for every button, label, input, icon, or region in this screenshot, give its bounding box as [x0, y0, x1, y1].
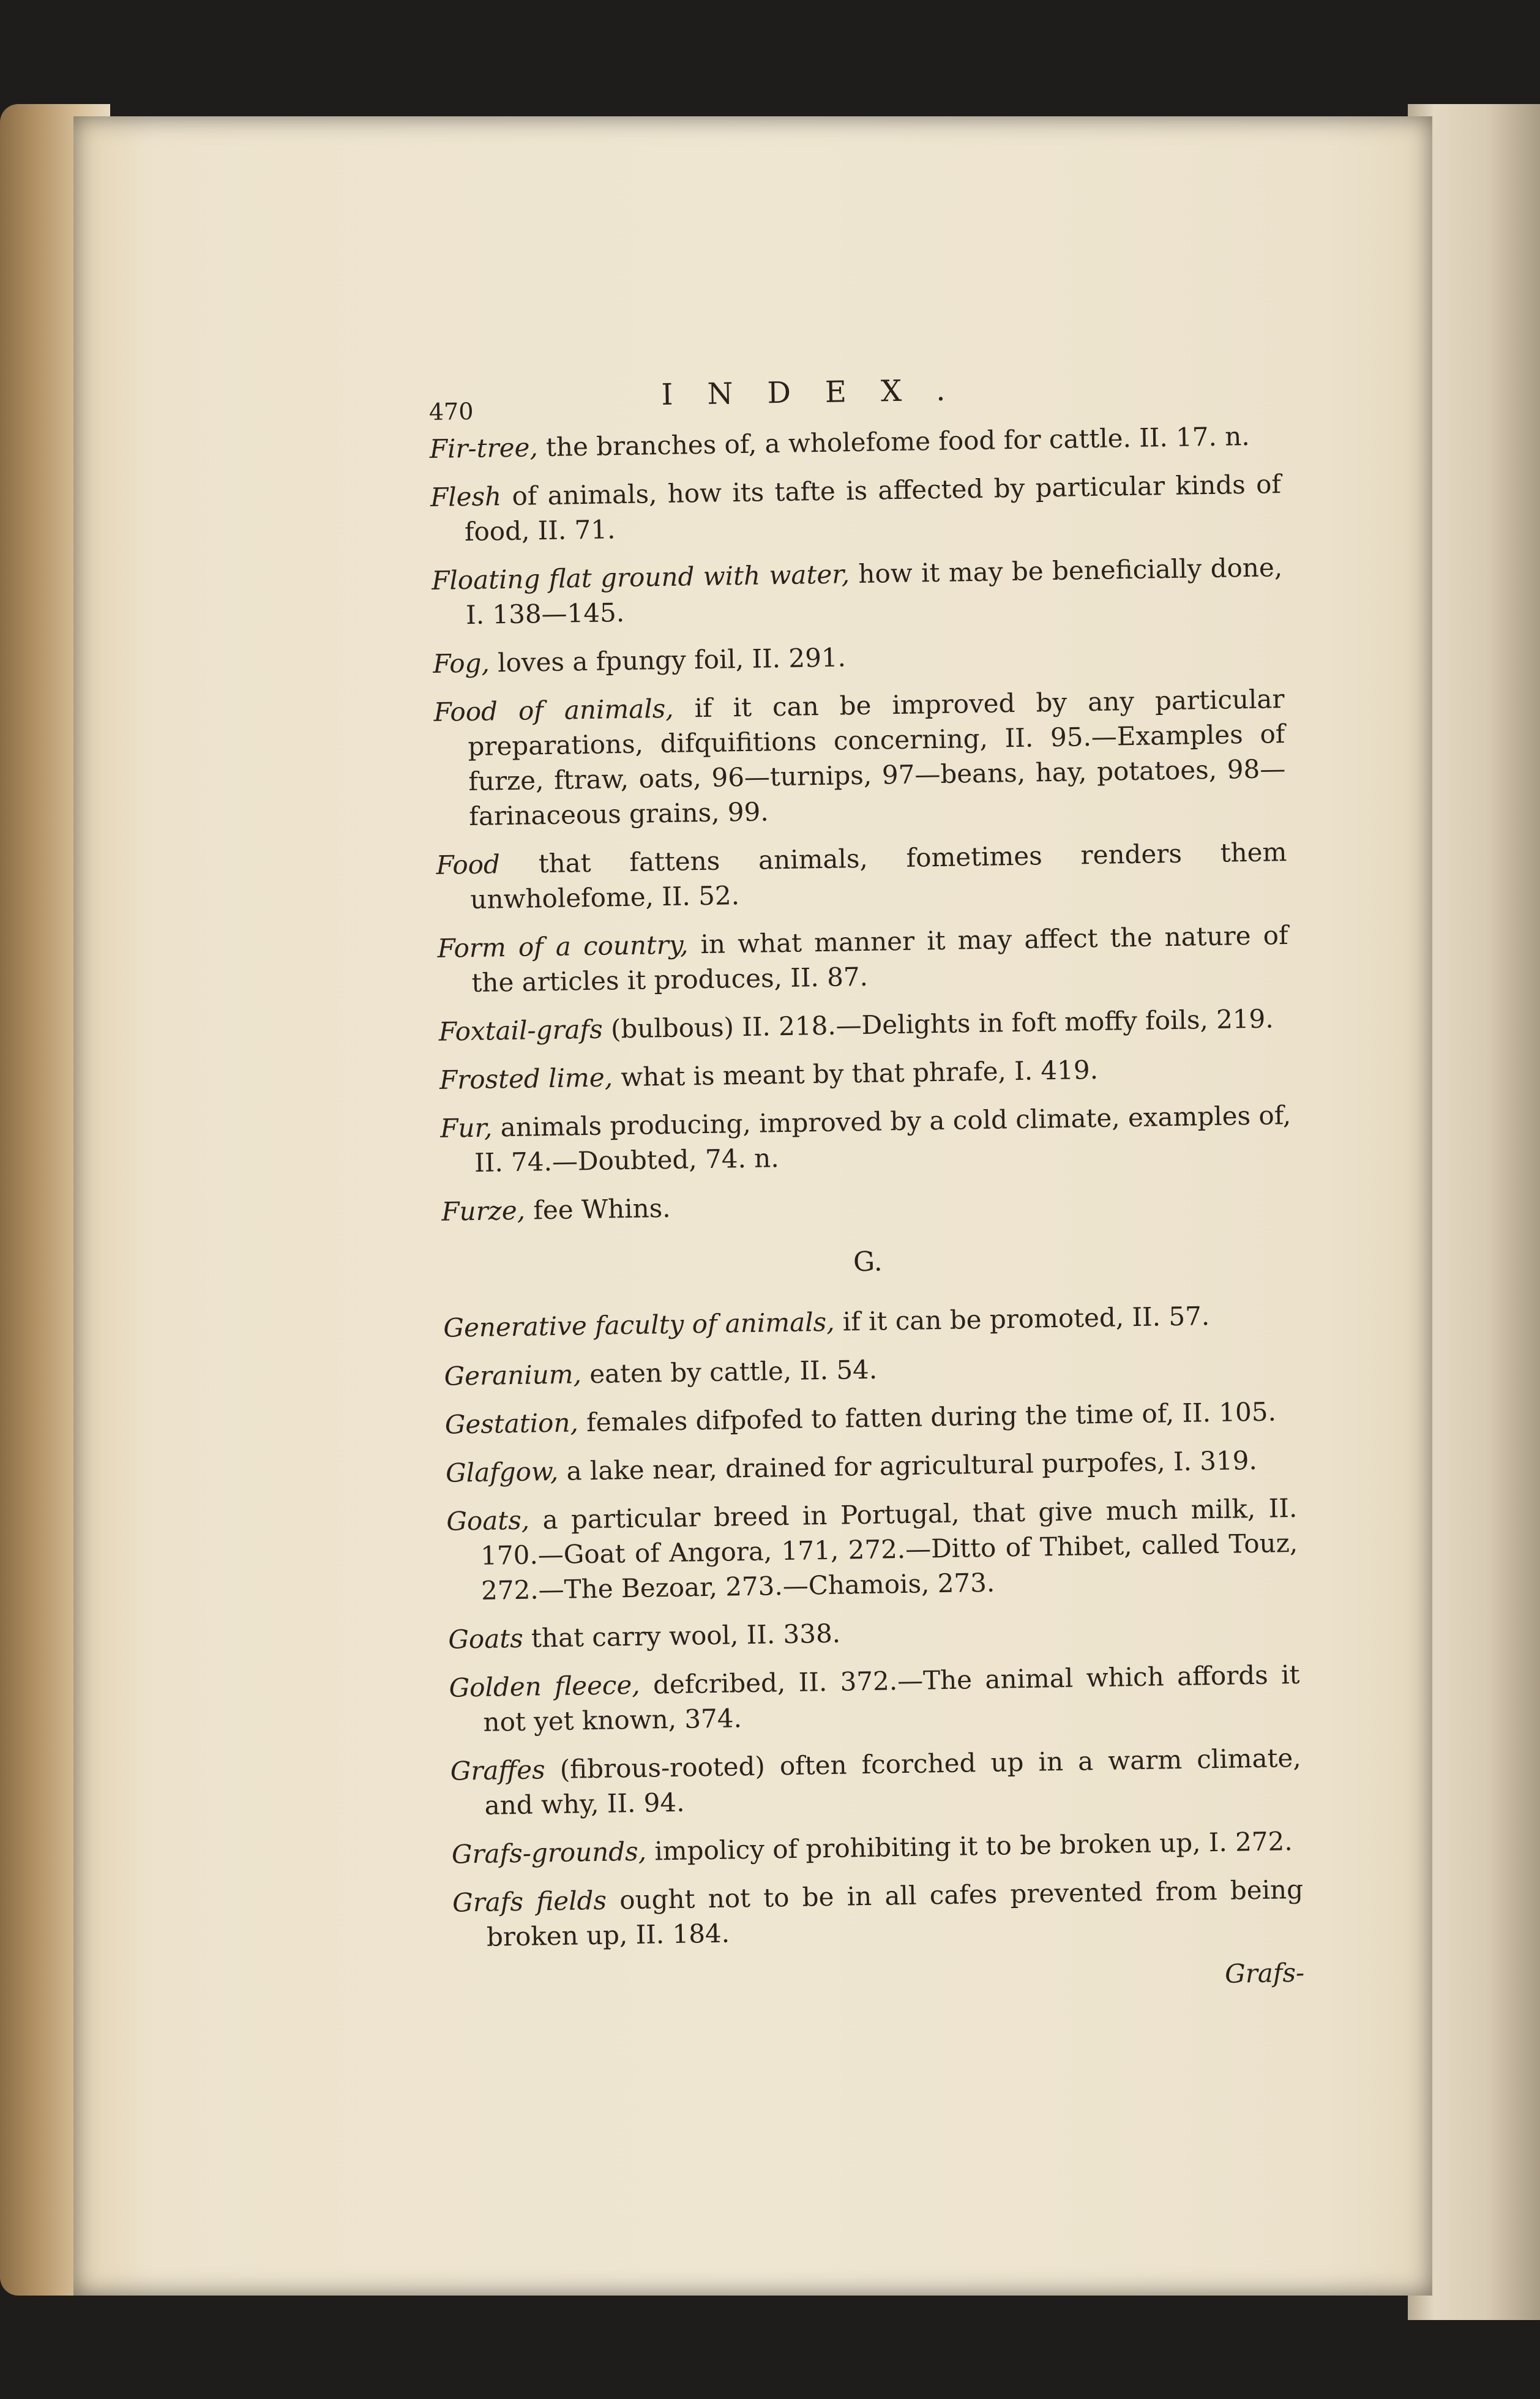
entry-headword: Furze, — [441, 1195, 526, 1227]
entry-headword: Form of a country, — [437, 929, 689, 964]
entry-text: defcribed, II. 372.—The animal which affords it not yet known, 374. — [483, 1659, 1300, 1737]
entry-text: animals producing, improved by a cold climate, examples of, II. 74.—Doubted, 74. n. — [474, 1100, 1291, 1178]
index-entry — [446, 1442, 1297, 1491]
entry-text: if it can be improved by any particular preparations, difquifitions concerning, II. 95.—Examples of furze, ftraw, oats, 96—turnips, 97—beans, hay, potatoes, 98—farinaceous grains, 99. — [468, 684, 1286, 832]
index-entry — [440, 1098, 1292, 1181]
entry-text: impolicy of prohibiting it to be broken up, I. 272. — [646, 1826, 1293, 1866]
index-entry — [443, 1297, 1295, 1345]
entry-text: (bulbous) II. 218.—Delights in foft moffy foils, 219. — [602, 1003, 1274, 1044]
index-entry — [433, 633, 1284, 681]
entry-text: in what manner it may affect the nature of the articles it produces, II. 87. — [471, 920, 1288, 998]
index-entries-f — [429, 418, 1292, 1229]
entry-text: ought not to be in all cafes prevented from being broken up, II. 184. — [486, 1874, 1304, 1952]
index-entry — [446, 1491, 1299, 1609]
page-number: 470 — [428, 397, 474, 425]
page-title: INDEX. — [661, 372, 980, 413]
entry-headword: Goats, — [446, 1505, 530, 1536]
index-entry — [438, 1001, 1290, 1049]
entry-text: females difpofed to fatten during the time of, II. 105. — [578, 1396, 1277, 1438]
index-entry — [451, 1824, 1303, 1872]
entry-headword: Goats — [448, 1623, 524, 1655]
entry-text: (fibrous-rooted) often fcorched up in a warm climate, and why, II. 94. — [484, 1742, 1302, 1821]
entry-headword: Fir-tree, — [429, 432, 539, 464]
entry-headword: Food of animals, — [433, 693, 674, 727]
entry-headword: Graffes — [450, 1754, 545, 1786]
entry-headword: Grafs fields — [452, 1885, 607, 1918]
entry-text: if it can be promoted, II. 57. — [834, 1301, 1210, 1337]
entry-text: a lake near, drained for agricultural purpofes, I. 319. — [558, 1445, 1258, 1486]
index-entry — [430, 466, 1282, 550]
index-entry — [449, 1657, 1301, 1740]
entry-text: a particular breed in Portugal, that give much milk, II. 170.—Goat of Angora, 171, 272.—Ditto of Thibet, called Touz, 272.—The Bezoar, 273.—Chamois, 273. — [480, 1492, 1298, 1606]
entry-headword: Fog, — [432, 648, 490, 679]
entry-headword: Fur, — [439, 1112, 493, 1143]
index-entry — [439, 1049, 1291, 1098]
entry-text: that carry wool, II. 338. — [523, 1618, 841, 1653]
entry-headword: Food — [436, 849, 501, 880]
entry-text: what is meant by that phrafe, I. 419. — [612, 1054, 1099, 1093]
catchword: Grafs- — [1224, 1957, 1305, 1989]
entry-headword: Gestation, — [444, 1407, 579, 1440]
page-content — [428, 363, 1305, 2004]
entry-headword: Geranium, — [444, 1359, 582, 1391]
index-entry — [433, 681, 1286, 834]
entry-headword: Grafs-grounds, — [451, 1836, 647, 1869]
entry-headword: Frosted lime, — [439, 1062, 613, 1095]
index-entry — [444, 1345, 1295, 1394]
entry-text: eaten by cattle, II. 54. — [581, 1354, 878, 1390]
entry-text: that fattens animals, fometimes renders them unwholefome, II. 52. — [470, 837, 1287, 915]
entry-text: fee Whins. — [525, 1192, 671, 1226]
entry-headword: Floating flat ground with water, — [431, 559, 850, 596]
index-entry — [444, 1394, 1296, 1442]
index-entry — [448, 1609, 1299, 1657]
section-heading-g: G. — [853, 1246, 883, 1278]
index-entries-g — [443, 1297, 1304, 1955]
index-entry — [436, 834, 1288, 918]
index-entry — [441, 1181, 1293, 1229]
entry-text: the branches of, a wholefome food for cattle. II. 17. n. — [537, 421, 1250, 463]
index-entry — [432, 550, 1284, 633]
index-entry — [437, 918, 1289, 1001]
entry-headword: Generative faculty of animals, — [443, 1306, 835, 1343]
entry-text: loves a fpungy foil, II. 291. — [489, 642, 847, 678]
index-entry — [452, 1872, 1304, 1955]
entry-text: how it may be beneficially done, I. 138—145. — [465, 552, 1283, 631]
entry-text: of animals, how its tafte is affected by particular kinds of food, II. 71. — [464, 469, 1282, 547]
entry-headword: Foxtail-grafs — [438, 1014, 604, 1047]
entry-headword: Golden fleece, — [449, 1669, 640, 1703]
entry-headword: Flesh — [430, 481, 502, 512]
index-entry — [450, 1740, 1302, 1824]
entry-headword: Glafgow, — [445, 1456, 559, 1488]
